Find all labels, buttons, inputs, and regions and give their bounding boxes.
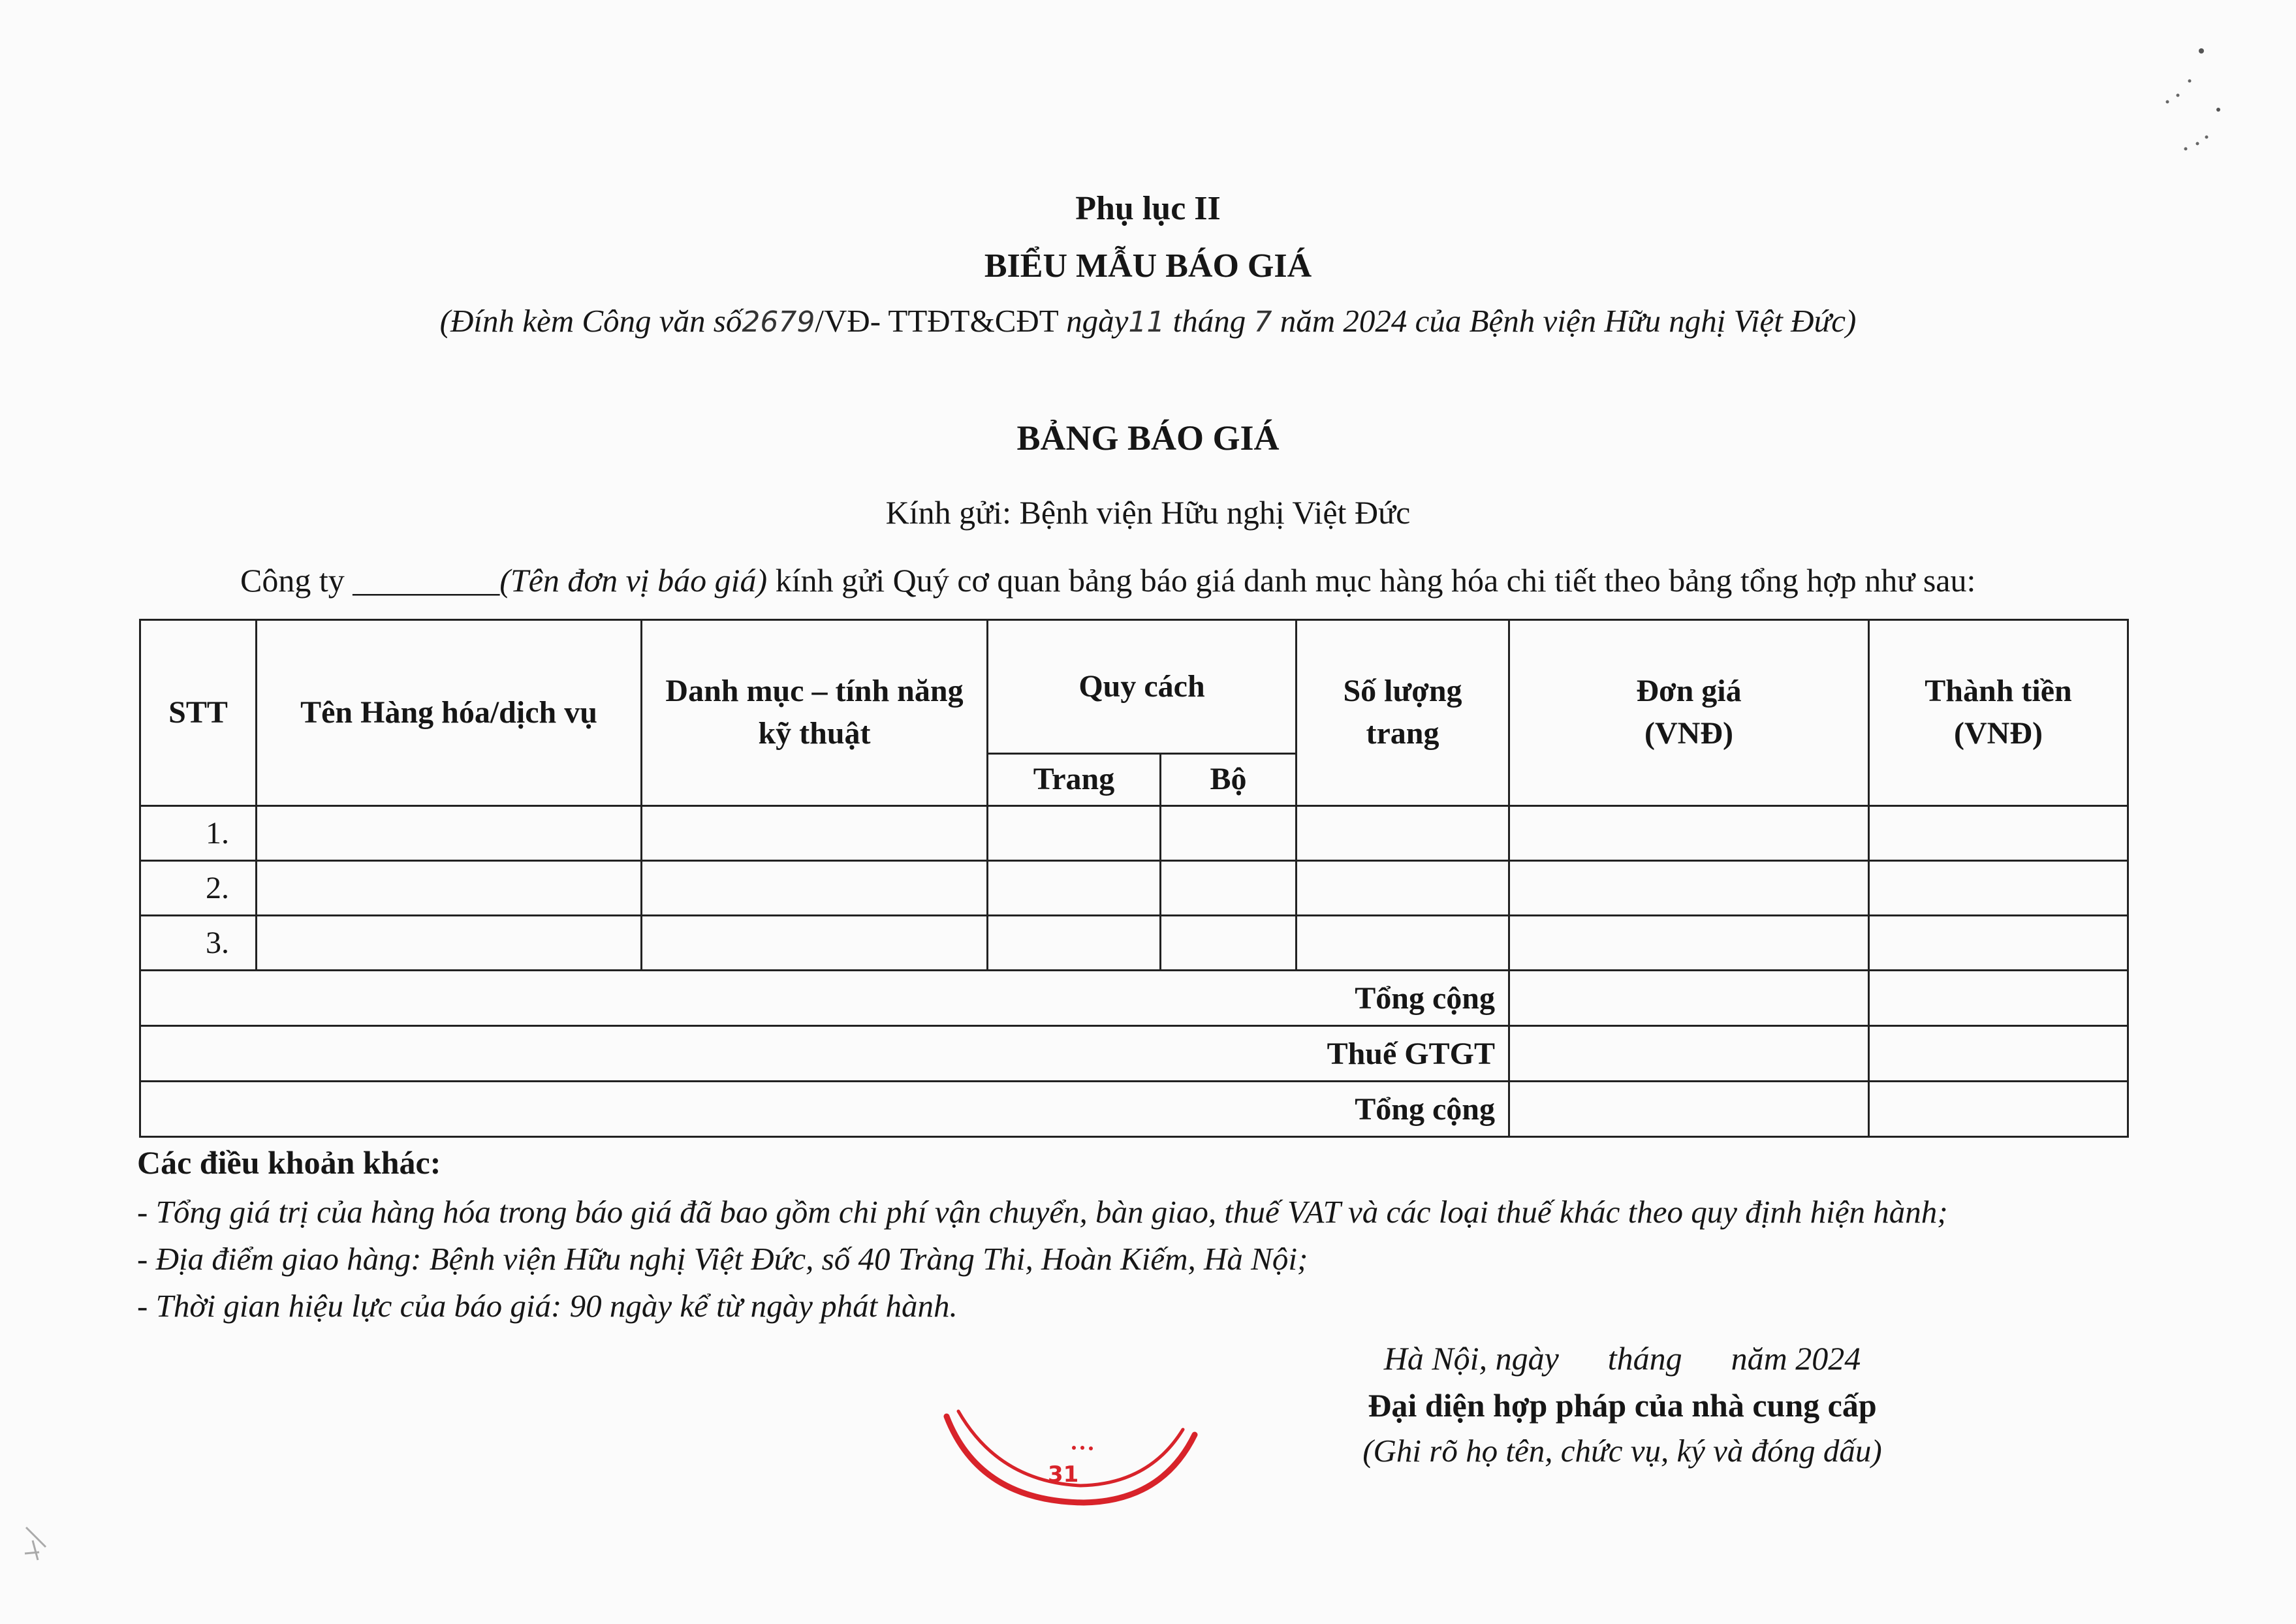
term-item: - Thời gian hiệu lực của báo giá: 90 ngày kể từ ngày phát hành.	[137, 1288, 958, 1324]
cell-page[interactable]	[988, 916, 1161, 971]
total-row	[140, 1082, 2128, 1137]
unit-price-label: Đơn giá	[1636, 674, 1742, 709]
attachment-note	[0, 302, 2296, 339]
cell-spec[interactable]	[642, 861, 988, 916]
table-row	[140, 806, 2128, 861]
col-name: Tên Hàng hóa/dịch vụ	[257, 620, 642, 806]
subtotal-amount[interactable]	[1869, 971, 2128, 1026]
unit-price-currency: (VNĐ)	[1644, 716, 1733, 751]
recipient-line: Kính gửi: Bệnh viện Hữu nghị Việt Đức	[885, 494, 1411, 531]
company-name-hint: (Tên đơn vị báo giá)	[499, 562, 768, 599]
row-stt: 1.	[140, 806, 257, 861]
row-stt: 3.	[140, 916, 257, 971]
attach-month-label: tháng	[1165, 303, 1254, 339]
cell-spec[interactable]	[642, 806, 988, 861]
col-unit-price	[1509, 620, 1869, 806]
row-stt: 2.	[140, 861, 257, 916]
company-name-blank[interactable]: _________	[353, 562, 500, 599]
cell-name[interactable]	[257, 861, 642, 916]
table-row	[140, 861, 2128, 916]
cell-page[interactable]	[988, 806, 1161, 861]
form-title: BIỂU MẪU BÁO GIÁ	[984, 247, 1312, 285]
amount-currency: (VNĐ)	[1954, 716, 2043, 751]
header-row	[140, 620, 2128, 754]
cell-unit-price[interactable]	[1509, 861, 1869, 916]
quote-table	[139, 619, 2129, 1138]
terms-title: Các điều khoản khác:	[137, 1144, 441, 1181]
cell-name[interactable]	[257, 916, 642, 971]
scan-corner-marks	[20, 1514, 72, 1580]
cell-page-count[interactable]	[1297, 916, 1509, 971]
col-format-page: Trang	[988, 754, 1161, 806]
attach-day-label: ngày	[1066, 303, 1129, 339]
signature-representative: Đại diện hợp pháp của nhà cung cấp	[1368, 1387, 1877, 1424]
cell-amount[interactable]	[1869, 806, 2128, 861]
col-page-count: Số lượng trang	[1297, 620, 1509, 806]
cell-set[interactable]	[1161, 861, 1297, 916]
cell-page-count[interactable]	[1297, 806, 1509, 861]
col-format: Quy cách	[988, 620, 1297, 754]
col-stt: STT	[140, 620, 257, 806]
appendix-label: Phụ lục II	[1075, 190, 1221, 227]
col-spec: Danh mục – tính năng kỹ thuật	[642, 620, 988, 806]
attach-office-code: /VĐ- TTĐT&CĐT	[815, 303, 1067, 339]
cell-name[interactable]	[257, 806, 642, 861]
cell-set[interactable]	[1161, 916, 1297, 971]
signature-date-line: Hà Nội, ngày tháng năm 2024	[1383, 1340, 1861, 1377]
cell-amount[interactable]	[1869, 916, 2128, 971]
vat-row	[140, 1026, 2128, 1082]
handwritten-month: 7	[1253, 305, 1272, 339]
vat-label: Thuế GTGT	[140, 1026, 1509, 1082]
intro-prefix: Công ty	[240, 562, 353, 599]
amount-label: Thành tiền	[1925, 674, 2072, 709]
stamp-text: 31	[1048, 1461, 1079, 1488]
cell-spec[interactable]	[642, 916, 988, 971]
total-amount[interactable]	[1869, 1082, 2128, 1137]
handwritten-doc-number: 2679	[742, 305, 815, 339]
cell-page[interactable]	[988, 861, 1161, 916]
total-unit-price[interactable]	[1509, 1082, 1869, 1137]
intro-rest: kính gửi Quý cơ quan bảng báo giá danh mục hàng hóa chi tiết theo bảng tổng hợp như sau:	[767, 562, 1976, 599]
subtotal-unit-price[interactable]	[1509, 971, 1869, 1026]
col-amount	[1869, 620, 2128, 806]
attach-suffix: năm 2024 của Bệnh viện Hữu nghị Việt Đức)	[1272, 303, 1857, 339]
handwritten-day: 11	[1128, 305, 1165, 339]
subtotal-label: Tổng cộng	[140, 971, 1509, 1026]
red-stamp-mark	[940, 1403, 1201, 1514]
signature-note: (Ghi rõ họ tên, chức vụ, ký và đóng dấu)	[1362, 1433, 1882, 1469]
intro-paragraph	[240, 561, 1975, 599]
quote-title: BẢNG BÁO GIÁ	[1016, 418, 1280, 458]
cell-unit-price[interactable]	[1509, 916, 1869, 971]
attach-prefix: (Đính kèm Công văn số	[439, 303, 742, 339]
col-format-set: Bộ	[1161, 754, 1297, 806]
cell-amount[interactable]	[1869, 861, 2128, 916]
vat-unit-price[interactable]	[1509, 1026, 1869, 1082]
table-row	[140, 916, 2128, 971]
scan-noise-marks	[2102, 33, 2233, 163]
total-label: Tổng cộng	[140, 1082, 1509, 1137]
cell-set[interactable]	[1161, 806, 1297, 861]
vat-amount[interactable]	[1869, 1026, 2128, 1082]
term-item: - Tổng giá trị của hàng hóa trong báo giá đã bao gồm chi phí vận chuyển, bàn giao, thuế VAT và các loại thuế khác theo quy định hiện hành;	[137, 1194, 1948, 1230]
cell-unit-price[interactable]	[1509, 806, 1869, 861]
term-item: - Địa điểm giao hàng: Bệnh viện Hữu nghị Việt Đức, số 40 Tràng Thi, Hoàn Kiếm, Hà Nội;	[137, 1241, 1308, 1277]
subtotal-row	[140, 971, 2128, 1026]
cell-page-count[interactable]	[1297, 861, 1509, 916]
